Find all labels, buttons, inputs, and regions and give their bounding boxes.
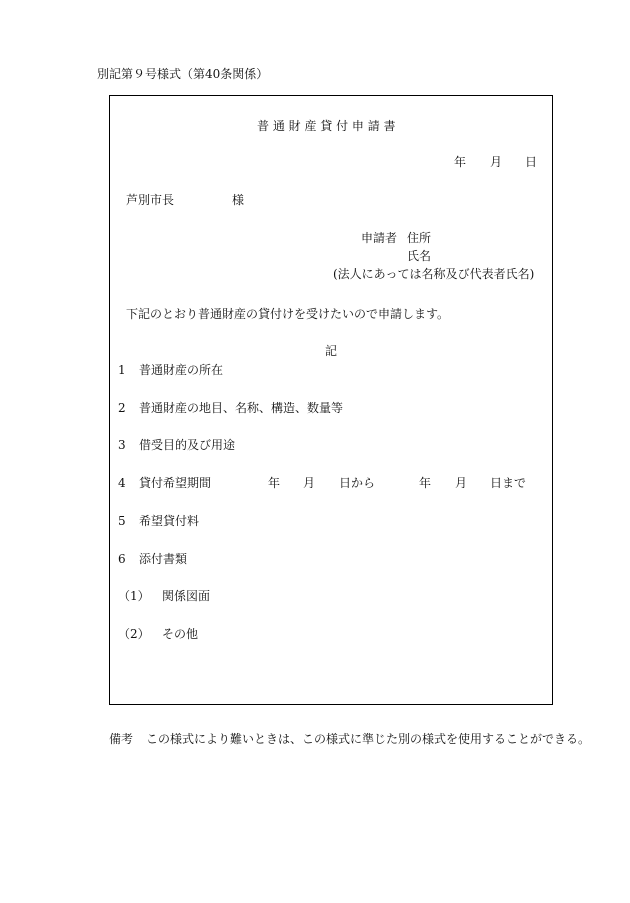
attachment-2-number: （2）	[118, 627, 150, 641]
item-6-number: 6	[118, 552, 126, 566]
item-2-number: 2	[118, 401, 126, 415]
period-from-year: 年	[268, 476, 281, 490]
period-from-day: 日から	[339, 476, 376, 490]
item-1-label: 普通財産の所在	[139, 363, 224, 377]
addressee-honorific: 様	[232, 193, 245, 207]
period-to-year: 年	[419, 476, 432, 490]
item-5-label: 希望貸付料	[139, 514, 200, 528]
item-1-number: 1	[118, 363, 126, 377]
date-year-label: 年	[454, 155, 467, 169]
item-3-label: 借受目的及び用途	[139, 438, 236, 452]
date-day-label: 日	[525, 155, 538, 169]
item-4-number: 4	[118, 476, 126, 490]
item-2-label: 普通財産の地目、名称、構造、数量等	[139, 401, 344, 415]
item-6-label: 添付書類	[139, 552, 188, 566]
attachment-2-label: その他	[162, 627, 199, 641]
request-statement: 下記のとおり普通財産の貸付けを受けたいので申請します。	[126, 307, 450, 321]
applicant-label: 申請者	[361, 231, 398, 245]
note-label: 備考	[109, 732, 134, 746]
period-from-month: 月	[303, 476, 316, 490]
item-3-number: 3	[118, 438, 126, 452]
ki-heading: 記	[325, 344, 338, 358]
attachment-1-number: （1）	[118, 589, 150, 603]
attachment-1-label: 関係図面	[162, 589, 211, 603]
form-title: 普 通 財 産 貸 付 申 請 書	[257, 119, 396, 133]
applicant-address-label: 住所	[407, 231, 432, 245]
applicant-note: (法人にあっては名称及び代表者氏名)	[333, 267, 535, 281]
period-to-day: 日まで	[490, 476, 527, 490]
form-number-label: 別記第９号様式（第40条関係）	[97, 67, 269, 81]
item-5-number: 5	[118, 514, 126, 528]
item-4-label: 貸付希望期間	[139, 476, 212, 490]
addressee-name: 芦別市長	[126, 193, 175, 207]
note-text: この様式により難いときは、この様式に準じた別の様式を使用することができる。	[146, 732, 591, 746]
applicant-name-label: 氏名	[407, 249, 432, 263]
date-month-label: 月	[490, 155, 503, 169]
application-form-box	[109, 95, 553, 705]
period-to-month: 月	[455, 476, 468, 490]
